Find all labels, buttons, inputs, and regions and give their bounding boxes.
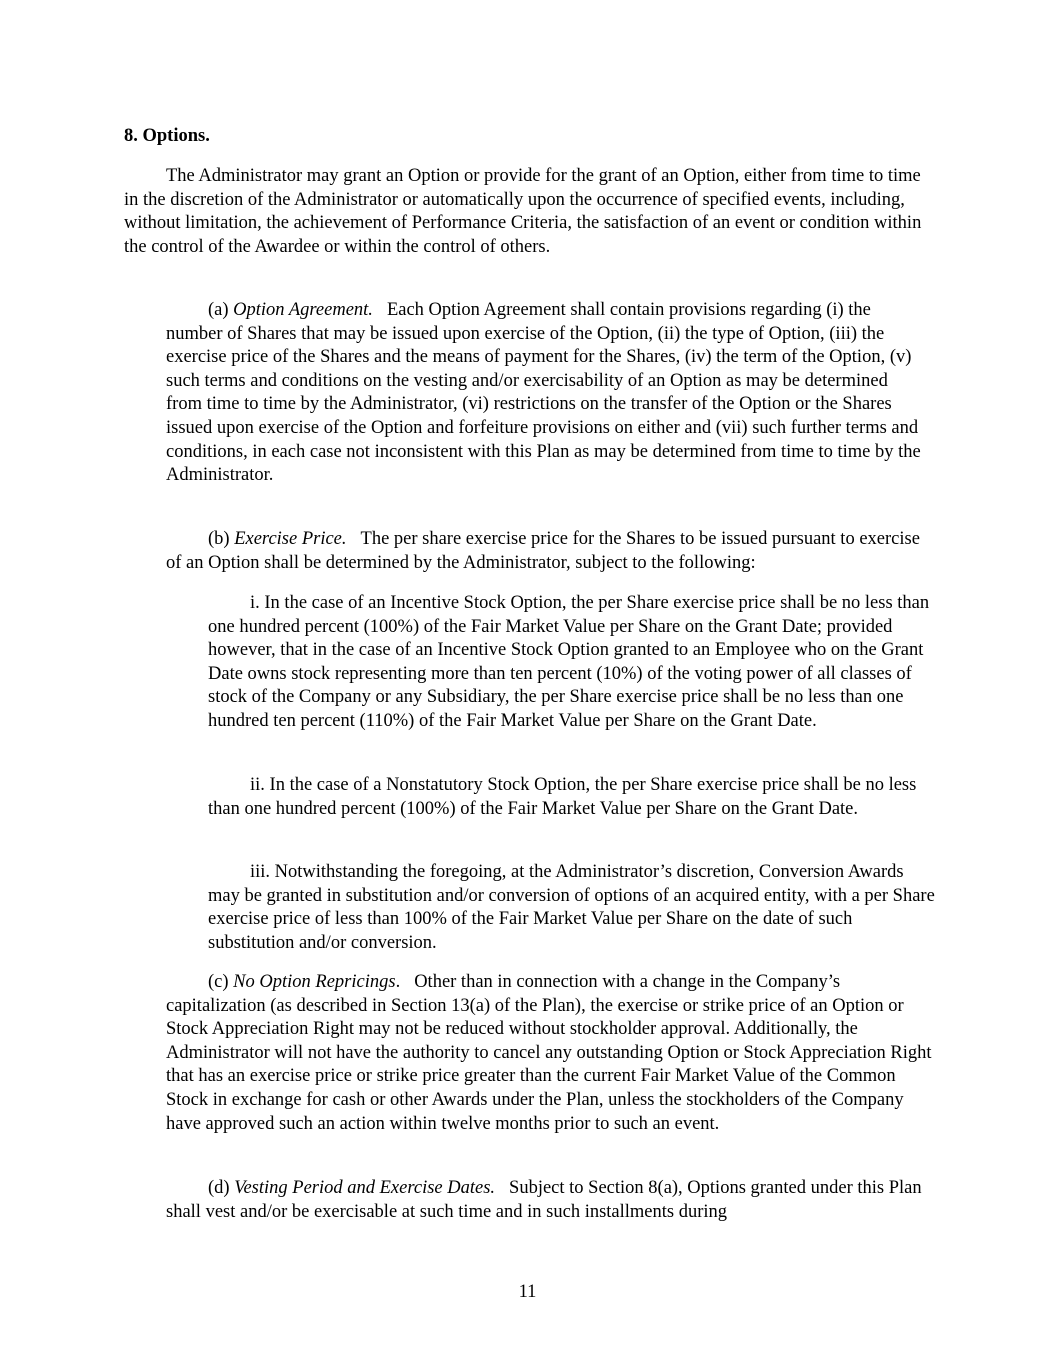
subsection-b-item-ii: ii. In the case of a Nonstatutory Stock Option, the per Share exercise price shall be no less than one hundred percent (100%) of the Fair Market Value per Share on the Grant Date. (208, 775, 917, 819)
subsection-d-paragraph (166, 1177, 936, 1224)
page-number: 11 (518, 1282, 537, 1302)
subsection-b-label: (b) (208, 529, 230, 549)
subsection-b-title: Exercise Price. (234, 529, 347, 549)
subsection-b-paragraph (166, 528, 936, 575)
subsection-a-paragraph (166, 299, 926, 488)
section-intro-paragraph: The Administrator may grant an Option or provide for the grant of an Option, either from time to time in the discretion of the Administrator or automatically upon the occurrence of specified events, including, without limitation, the achievement of Performance Criteria, the satisfaction of an event or condition within the control of the Awardee or within the control of others. (124, 166, 922, 257)
subsection-b-text: The per share exercise price for the Shares to be issued pursuant to exercise of an Option shall be determined by the Administrator, subject to the following: (166, 529, 920, 573)
subsection-c-text: Other than in connection with a change in the Company’s capitalization (as described in Section 13(a) of the Plan), the exercise or strike price of an Option or Stock Appreciation Right may not be reduced without stockholder approval. Additionally, the Administrator will not have the authority to cancel any outstanding Option or Stock Appreciation Right that has an exercise price or strike price greater than the current Fair Market Value of the Common Stock in exchange for cash or other Awards under the Plan, unless the stockholders of the Company have approved such an action within twelve months prior to such an event. (166, 972, 932, 1134)
subsection-d-title: Vesting Period and Exercise Dates. (234, 1178, 496, 1198)
subsection-d-label: (d) (208, 1178, 230, 1198)
subsection-a-label: (a) (208, 300, 229, 320)
subsection-b-item-i: i. In the case of an Incentive Stock Option, the per Share exercise price shall be no less than one hundred percent (100%) of the Fair Market Value per Share on the Grant Date; provided however, that in the case of an Incentive Stock Option granted to an Employee who on the Grant Date owns stock representing more than ten percent (10%) of the voting power of all classes of stock of the Company or any Subsidiary, the per Share exercise price shall be no less than one hundred ten percent (110%) of the Fair Market Value per Share on the Grant Date. (208, 593, 930, 731)
subsection-a-title: Option Agreement. (233, 300, 373, 320)
subsection-d-text: Subject to Section 8(a), Options granted under this Plan shall vest and/or be exercisable at such time and in such installments during (166, 1178, 922, 1222)
subsection-c-paragraph: (c) No Option Repricings. Other than in connection with a change in the Company’s capitalization (as described in Section 13(a) of the Plan), the exercise or strike price of an Option or Stock Appreciation Right may not be reduced without stockholder approval. Additionally, the Administrator will not have the authority to cancel any outstanding Option or Stock Appreciation Right that has an exercise price or strike price greater than the current Fair Market Value of the Common Stock in exchange for cash or other Awards under the Plan, unless the stockholders of the Company have approved such an action within twelve months prior to such an event. (166, 972, 932, 1134)
subsection-a-text: Each Option Agreement shall contain provisions regarding (i) the number of Shares that may be issued upon exercise of the Option, (ii) the type of Option, (iii) the exercise price of the Shares and the means of payment for the Shares, (iv) the term of the Option, (v) such terms and conditions on the vesting and/or exercisability of an Option as may be determined from time to time by the Administrator, (vi) restrictions on the transfer of the Option or the Shares issued upon exercise of the Option and forfeiture provisions on either and (vii) such further terms and conditions, in each case not inconsistent with this Plan as may be determined from time to time by the Administrator. (166, 300, 921, 486)
subsection-c-label: (c) (208, 972, 229, 992)
subsection-c-title: No Option Repricings (233, 972, 396, 992)
section-heading: 8. Options. (124, 126, 210, 146)
subsection-b-item-iii: iii. Notwithstanding the foregoing, at the Administrator’s discretion, Conversion Awards may be granted in substitution and/or conversion of options of an acquired entity, with a per Share exercise price of less than 100% of the Fair Market Value per Share on the date of such substitution and/or conversion. (208, 862, 935, 953)
